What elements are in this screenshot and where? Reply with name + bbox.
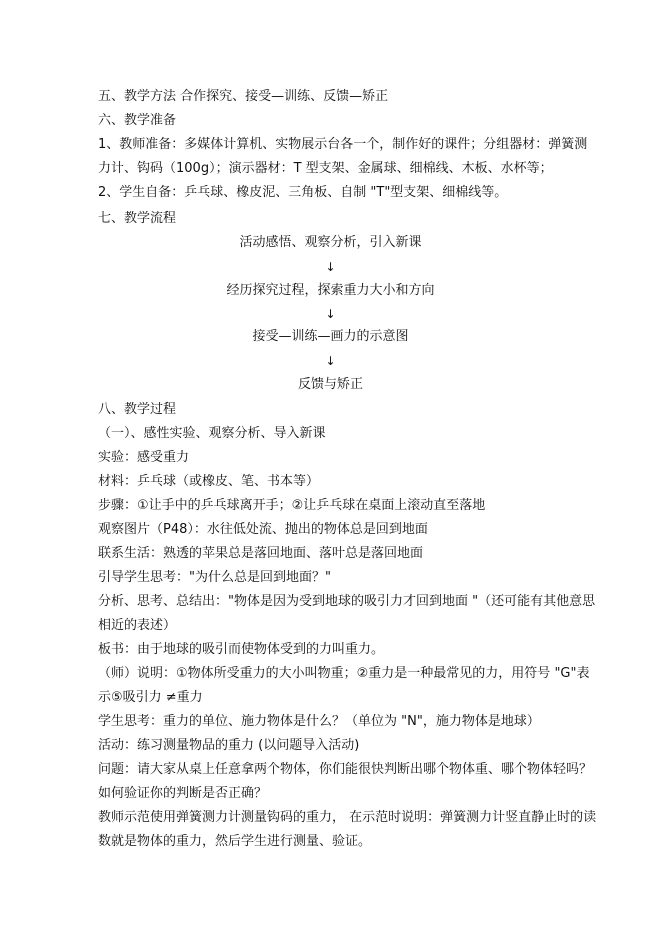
section-8-heading: 八、教学过程: [98, 402, 177, 417]
life-connection-line: 联系生活：熟透的苹果总是落回地面、落叶总是落回地面: [98, 546, 424, 561]
board-writing-line: 板书：由于地球的吸引而使物体受到的力叫重力。: [98, 642, 385, 657]
steps-line: 步骤：①让手中的乒乓球离开手；②让乒乓球在桌面上滚动直至落地: [98, 498, 486, 513]
section-6-heading: 六、教学准备: [98, 113, 177, 128]
demo-line-2: 数就是物体的重力，然后学生进行测量、验证。: [98, 834, 372, 849]
experiment-line: 实验：感受重力: [98, 450, 190, 465]
part-1-heading: （一）、感性实验、观察分析、导入新课: [98, 426, 326, 441]
flow-down-arrow-icon: ↓: [325, 260, 336, 274]
materials-line: 材料：乒乓球（或橡皮、笔、书本等）: [98, 474, 320, 489]
section-7-heading: 七、教学流程: [98, 211, 177, 226]
question-line-1: 问题：请大家从桌上任意拿两个物体，你们能很快判断出哪个物体重、哪个物体轻吗？: [98, 762, 593, 777]
teacher-prep-line-2: 力计、钩码（100g）；演示器材：T 型支架、金属球、细棉线、木板、水杯等；: [98, 161, 553, 176]
explain-line-1: （师）说明：①物体所受重力的大小叫物重；②重力是一种最常见的力，用符号 "G"表: [98, 666, 590, 681]
summary-line-2: 相近的表述）: [98, 618, 177, 633]
demo-line-1: 教师示范使用弹簧测力计测量钩码的重力， 在示范时说明：弹簧测力计竖直静止时的读: [98, 810, 597, 825]
activity-line: 活动：练习测量物品的重力 (以问题导入活动): [98, 738, 360, 753]
observe-line: 观察图片（P48）：水往低处流、抛出的物体总是回到地面: [98, 522, 428, 537]
summary-line-1: 分析、思考、总结出："物体是因为受到地球的吸引力才回到地面 "（还可能有其他意思: [98, 594, 596, 609]
student-prep: 2、学生自备：乒乓球、橡皮泥、三角板、自制 "T"型支架、细棉线等。: [98, 185, 508, 200]
teacher-prep-line-1: 1、教师准备：多媒体计算机、实物展示台各一个，制作好的课件；分组器材：弹簧测: [98, 137, 588, 152]
flow-step-4: 反馈与矫正: [297, 377, 363, 392]
flow-step-1: 活动感悟、观察分析，引入新课: [239, 235, 422, 250]
section-5-heading: 五、教学方法 合作探究、接受—训练、反馈—矫正: [98, 89, 389, 104]
explain-line-2: 示⑤吸引力 ≠重力: [98, 690, 203, 705]
student-think-line: 学生思考：重力的单位、施力物体是什么？（单位为 "N"，施力物体是地球）: [98, 714, 540, 729]
flow-step-3: 接受—训练—画力的示意图: [252, 329, 409, 344]
guide-question-line: 引导学生思考："为什么总是回到地面？": [98, 570, 331, 585]
flow-step-2: 经历探究过程，探索重力大小和方向: [226, 283, 435, 298]
flow-down-arrow-icon: ↓: [325, 354, 336, 368]
flow-down-arrow-icon: ↓: [325, 307, 336, 321]
question-line-2: 如何验证你的判断是否正确？: [98, 786, 268, 801]
